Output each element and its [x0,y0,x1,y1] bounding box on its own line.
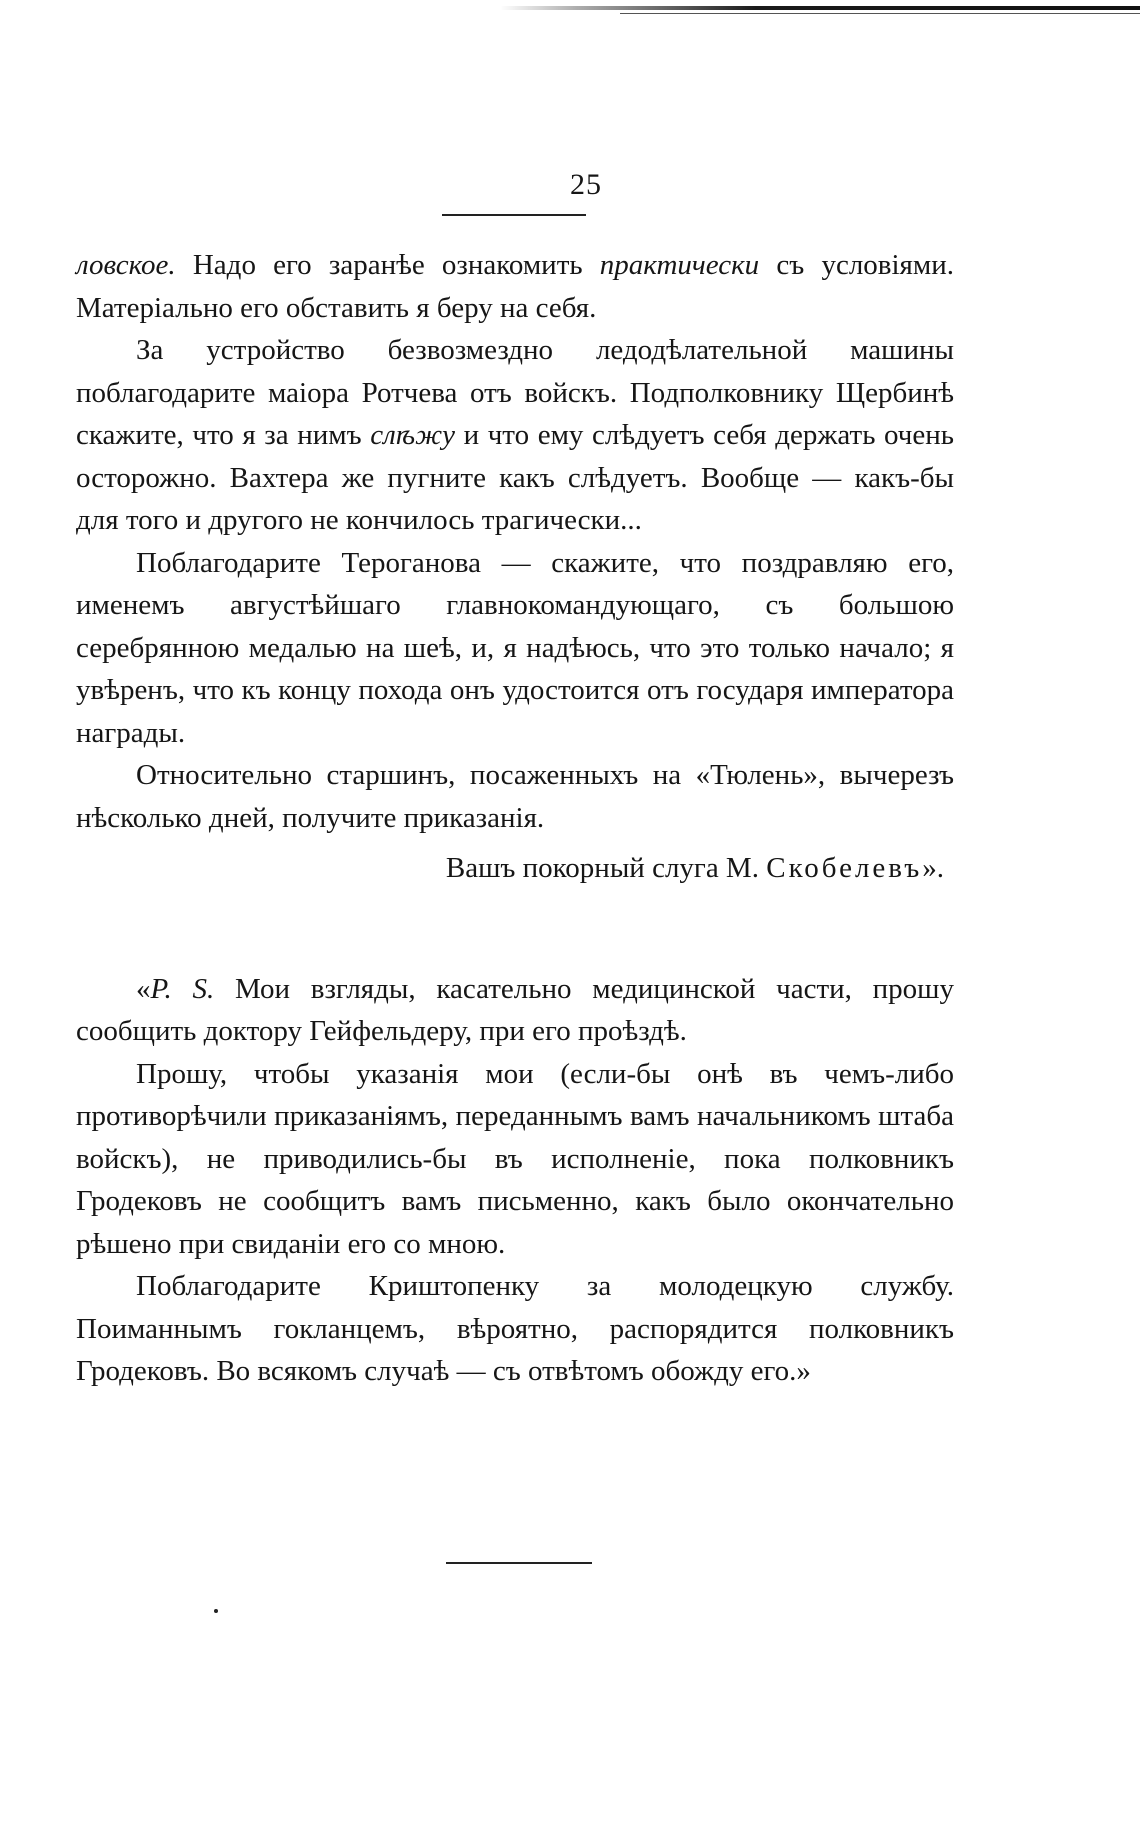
signature-prefix: Вашъ покорный слуга М. [445,852,767,884]
italic-text: P. S. [150,972,215,1005]
italic-text: ловское. [76,249,176,281]
signature-line [76,847,954,890]
top-edge-fine-rule [620,13,1140,14]
text-segment: Относительно старшинъ, посаженныхъ на «Тюлень», вычерезъ нѣсколько дней, получите приказанія. [76,759,954,834]
paragraph [76,754,954,839]
signature-suffix: ». [922,852,944,884]
postscript [76,968,954,1393]
paragraph [76,1265,954,1393]
text-segment: Мои взгляды, касательно медицинской части, прошу сообщить доктору Гейфельдеру, при его проѣздѣ. [76,972,954,1047]
page-number-rule [442,214,586,216]
text-segment: Поблагодарите Тероганова — скажите, что поздравляю его, именемъ августѣйшаго главнокомандующаго, съ большою серебрянною медалью на шеѣ, и, я надѣюсь, что это только начало; я увѣренъ, что къ концу похода онъ удостоится отъ государя императора награды. [76,546,954,749]
italic-text: практически [599,249,760,281]
text-segment: За устройство безвозмездно ледодѣлательной машины поблагодарите маіора Ротчева отъ войскъ. Подполковнику Щербинѣ скажите, что я за нимъ [76,334,954,451]
letter-paragraphs [76,244,954,839]
print-speck [214,1609,218,1613]
paragraph [76,968,954,1053]
paragraph [76,542,954,755]
page-number: 25 [570,168,602,201]
paragraph [76,244,954,329]
text-segment: съ условіями. Матеріально его обставить я беру на себя. [76,249,955,324]
text-segment: и что ему слѣдуетъ себя держать очень осторожно. Вахтера же пугните какъ слѣдуетъ. Вообще — какъ-бы для того и другого не кончилось трагически... [76,419,954,536]
text-segment: Поблагодарите Криштопенку за молодецкую службу. Поиманнымъ гокланцемъ, вѣроятно, распорядится полковникъ Гродековъ. Во всякомъ случаѣ — съ отвѣтомъ обожду его.» [76,1270,954,1387]
signature-name: Скобелевъ [766,852,923,884]
body-text [76,244,954,1393]
text-segment: Надо его заранѣе ознакомить [175,249,600,281]
paragraph [76,329,954,542]
top-edge-rule [500,6,1140,10]
paragraph [76,1053,954,1266]
italic-text: слѣжу [370,419,455,451]
text-segment: Прошу, чтобы указанія мои (если-бы онѣ въ чемъ-либо противорѣчили приказаніямъ, переданнымъ вамъ начальникомъ штаба войскъ), не приводились-бы въ исполненіе, пока полковникъ Гродековъ не сообщитъ вамъ письменно, какъ было окончательно рѣшено при свиданіи его со мною. [76,1057,954,1260]
text-segment: « [136,972,151,1005]
closing-rule [446,1562,592,1564]
